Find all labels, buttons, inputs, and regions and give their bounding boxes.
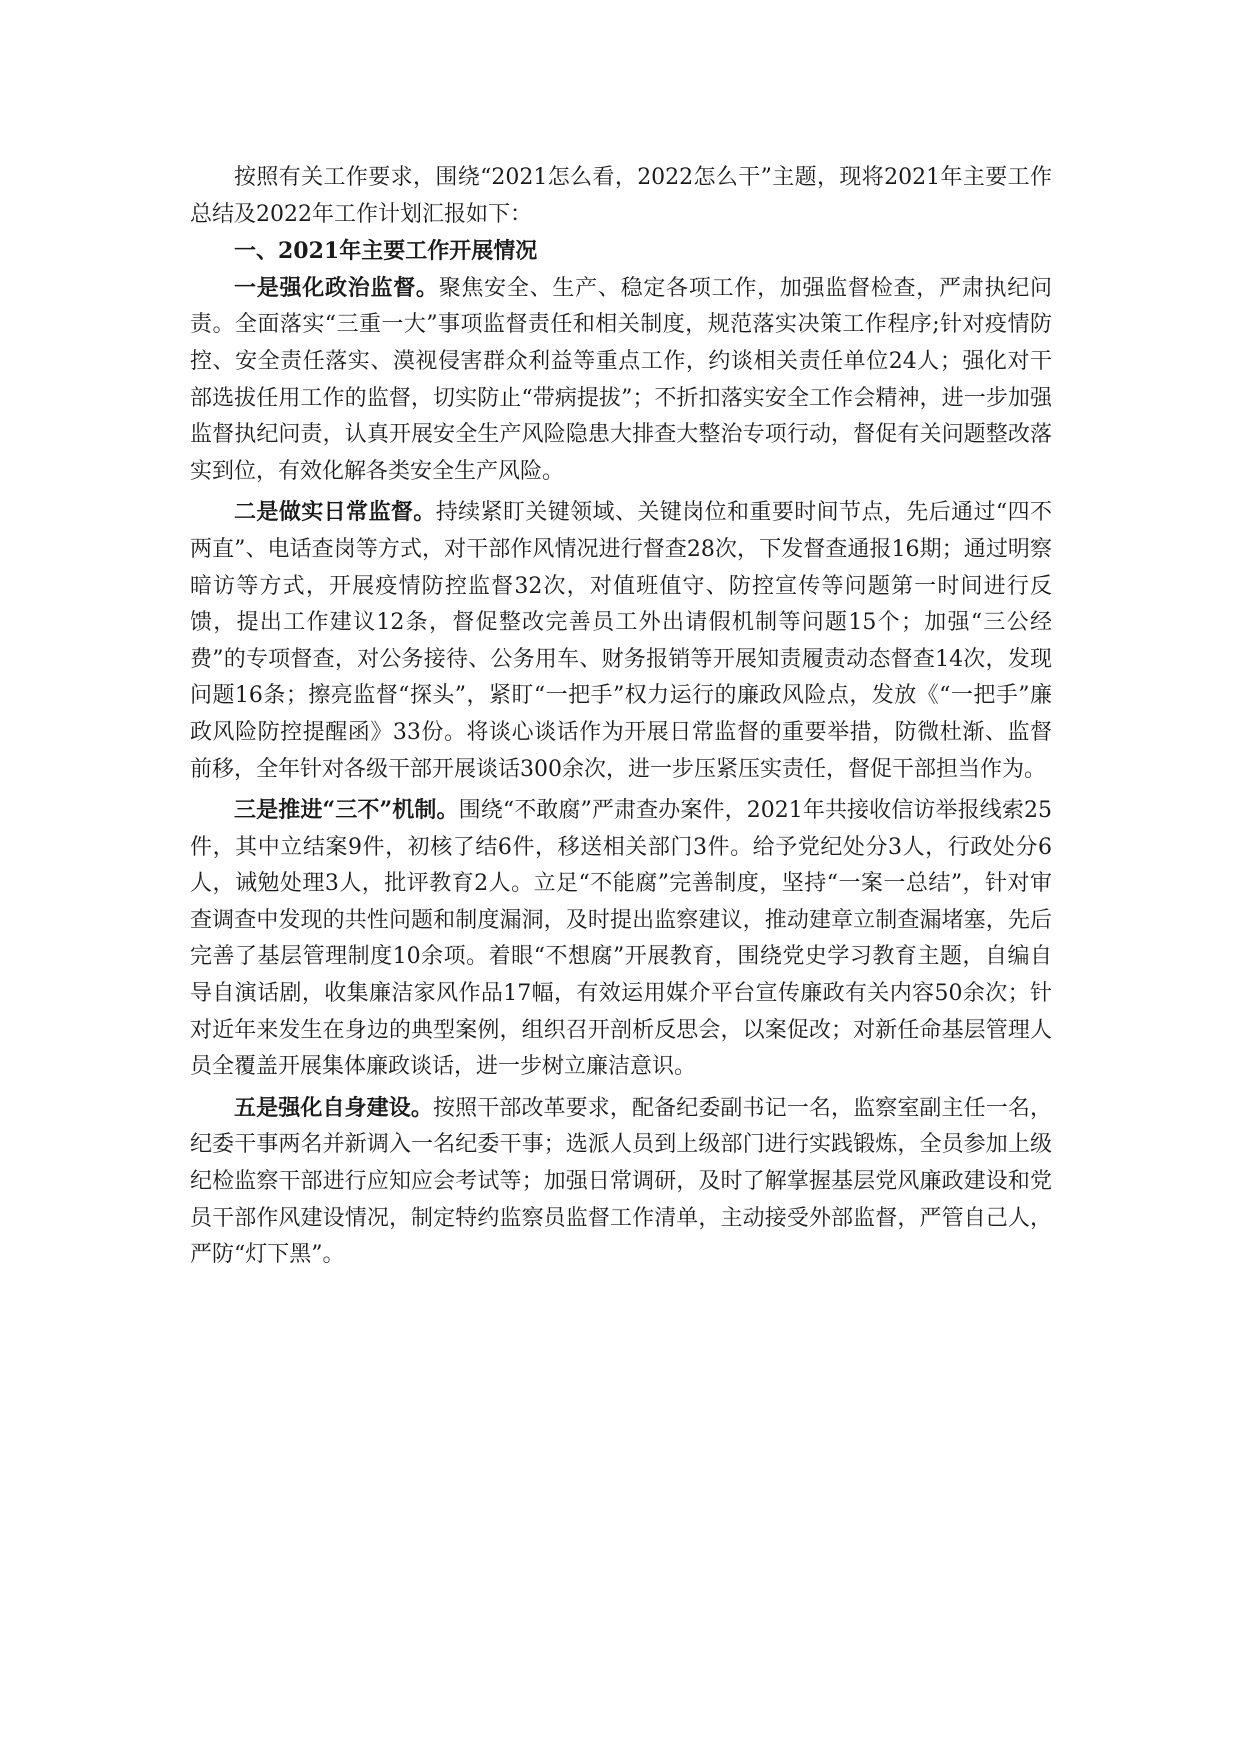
paragraph-body: 围绕“不敢腐”严肃查办案件，2021年共接收信访举报线索25件，其中立结案9件，初核了结6件，移送相关部门3件。给予党纪处分3人，行政处分6人，诫勉处理3人，批评教育2人。立足“不能腐”完善制度，坚持“一案一总结”，针对审查调查中发现的共性问题和制度漏洞，及时提出监察建议，推动建章立制查漏堵塞，先后完善了基层管理制度10余项。着眼“不想腐”开展教育，围绕党史学习教育主题，自编自导自演话剧，收集廉洁家风作品17幅，有效运用媒介平台宣传廉政有关内容50余次；针对近年来发生在身边的典型案例，组织召开剖析反思会，以案促改；对新任命基层管理人员全覆盖开展集体廉政谈话，进一步树立廉洁意识。 xyxy=(190,798,1052,1080)
paragraph-lead: 二是做实日常监督。 xyxy=(234,499,436,526)
paragraph-body: 按照干部改革要求，配备纪委副书记一名，监察室副主任一名，纪委干事两名并新调入一名纪委干事；选派人员到上级部门进行实践锻炼，全员参加上级纪检监察干部进行应知应会考试等；加强日常调研，及时了解掌握基层党风廉政建设和党员干部作风建设情况，制定特约监察员监督工作清单，主动接受外部监督，严管自己人，严防“灯下黑”。 xyxy=(190,1095,1052,1268)
paragraph-lead: 三是推进“三不”机制。 xyxy=(234,797,459,824)
document-body xyxy=(190,160,1052,1274)
paragraph-body: 聚焦安全、生产、稳定各项工作，加强监督检查，严肃执纪问责。全面落实“三重一大”事项监督责任和相关制度，规范落实决策工作程序;针对疫情防控、安全责任落实、漠视侵害群众利益等重点工作，约谈相关责任单位24人；强化对干部选拔任用工作的监督，切实防止“带病提拔”；不折扣落实安全工作会精神，进一步加强监督执纪问责，认真开展安全生产风险隐患大排查大整治专项行动，督促有关问题整改落实到位，有效化解各类安全生产风险。 xyxy=(190,275,1052,484)
paragraph-lead: 一是强化政治监督。 xyxy=(234,274,439,301)
paragraph-lead: 五是强化自身建设。 xyxy=(234,1094,433,1121)
paragraph-body: 持续紧盯关键领域、关键岗位和重要时间节点，先后通过“四不两直”、电话查岗等方式，对干部作风情况进行督查28次，下发督查通报16期；通过明察暗访等方式，开展疫情防控监督32次，对值班值守、防控宣传等问题第一时间进行反馈，提出工作建议12条，督促整改完善员工外出请假机制等问题15个；加强“三公经费”的专项督查，对公务接待、公务用车、财务报销等开展知责履责动态督查14次，发现问题16条；擦亮监督“探头”，紧盯“一把手”权力运行的廉政风险点，发放《“一把手”廉政风险防控提醒函》33份。将谈心谈话作为开展日常监督的重要举措，防微杜渐、监督前移，全年针对各级干部开展谈话300余次，进一步压紧压实责任，督促干部担当作为。 xyxy=(190,500,1052,782)
paragraph-self-construction xyxy=(190,1090,1052,1274)
section-heading: 一、2021年主要工作开展情况 xyxy=(234,238,538,265)
intro-paragraph: 按照有关工作要求，围绕“2021怎么看，2022怎么干”主题，现将2021年主要工作总结及2022年工作计划汇报如下： xyxy=(190,165,1052,227)
paragraph-political-supervision xyxy=(190,270,1052,491)
paragraph-daily-supervision xyxy=(190,494,1052,788)
paragraph-three-nots-mechanism xyxy=(190,792,1052,1086)
